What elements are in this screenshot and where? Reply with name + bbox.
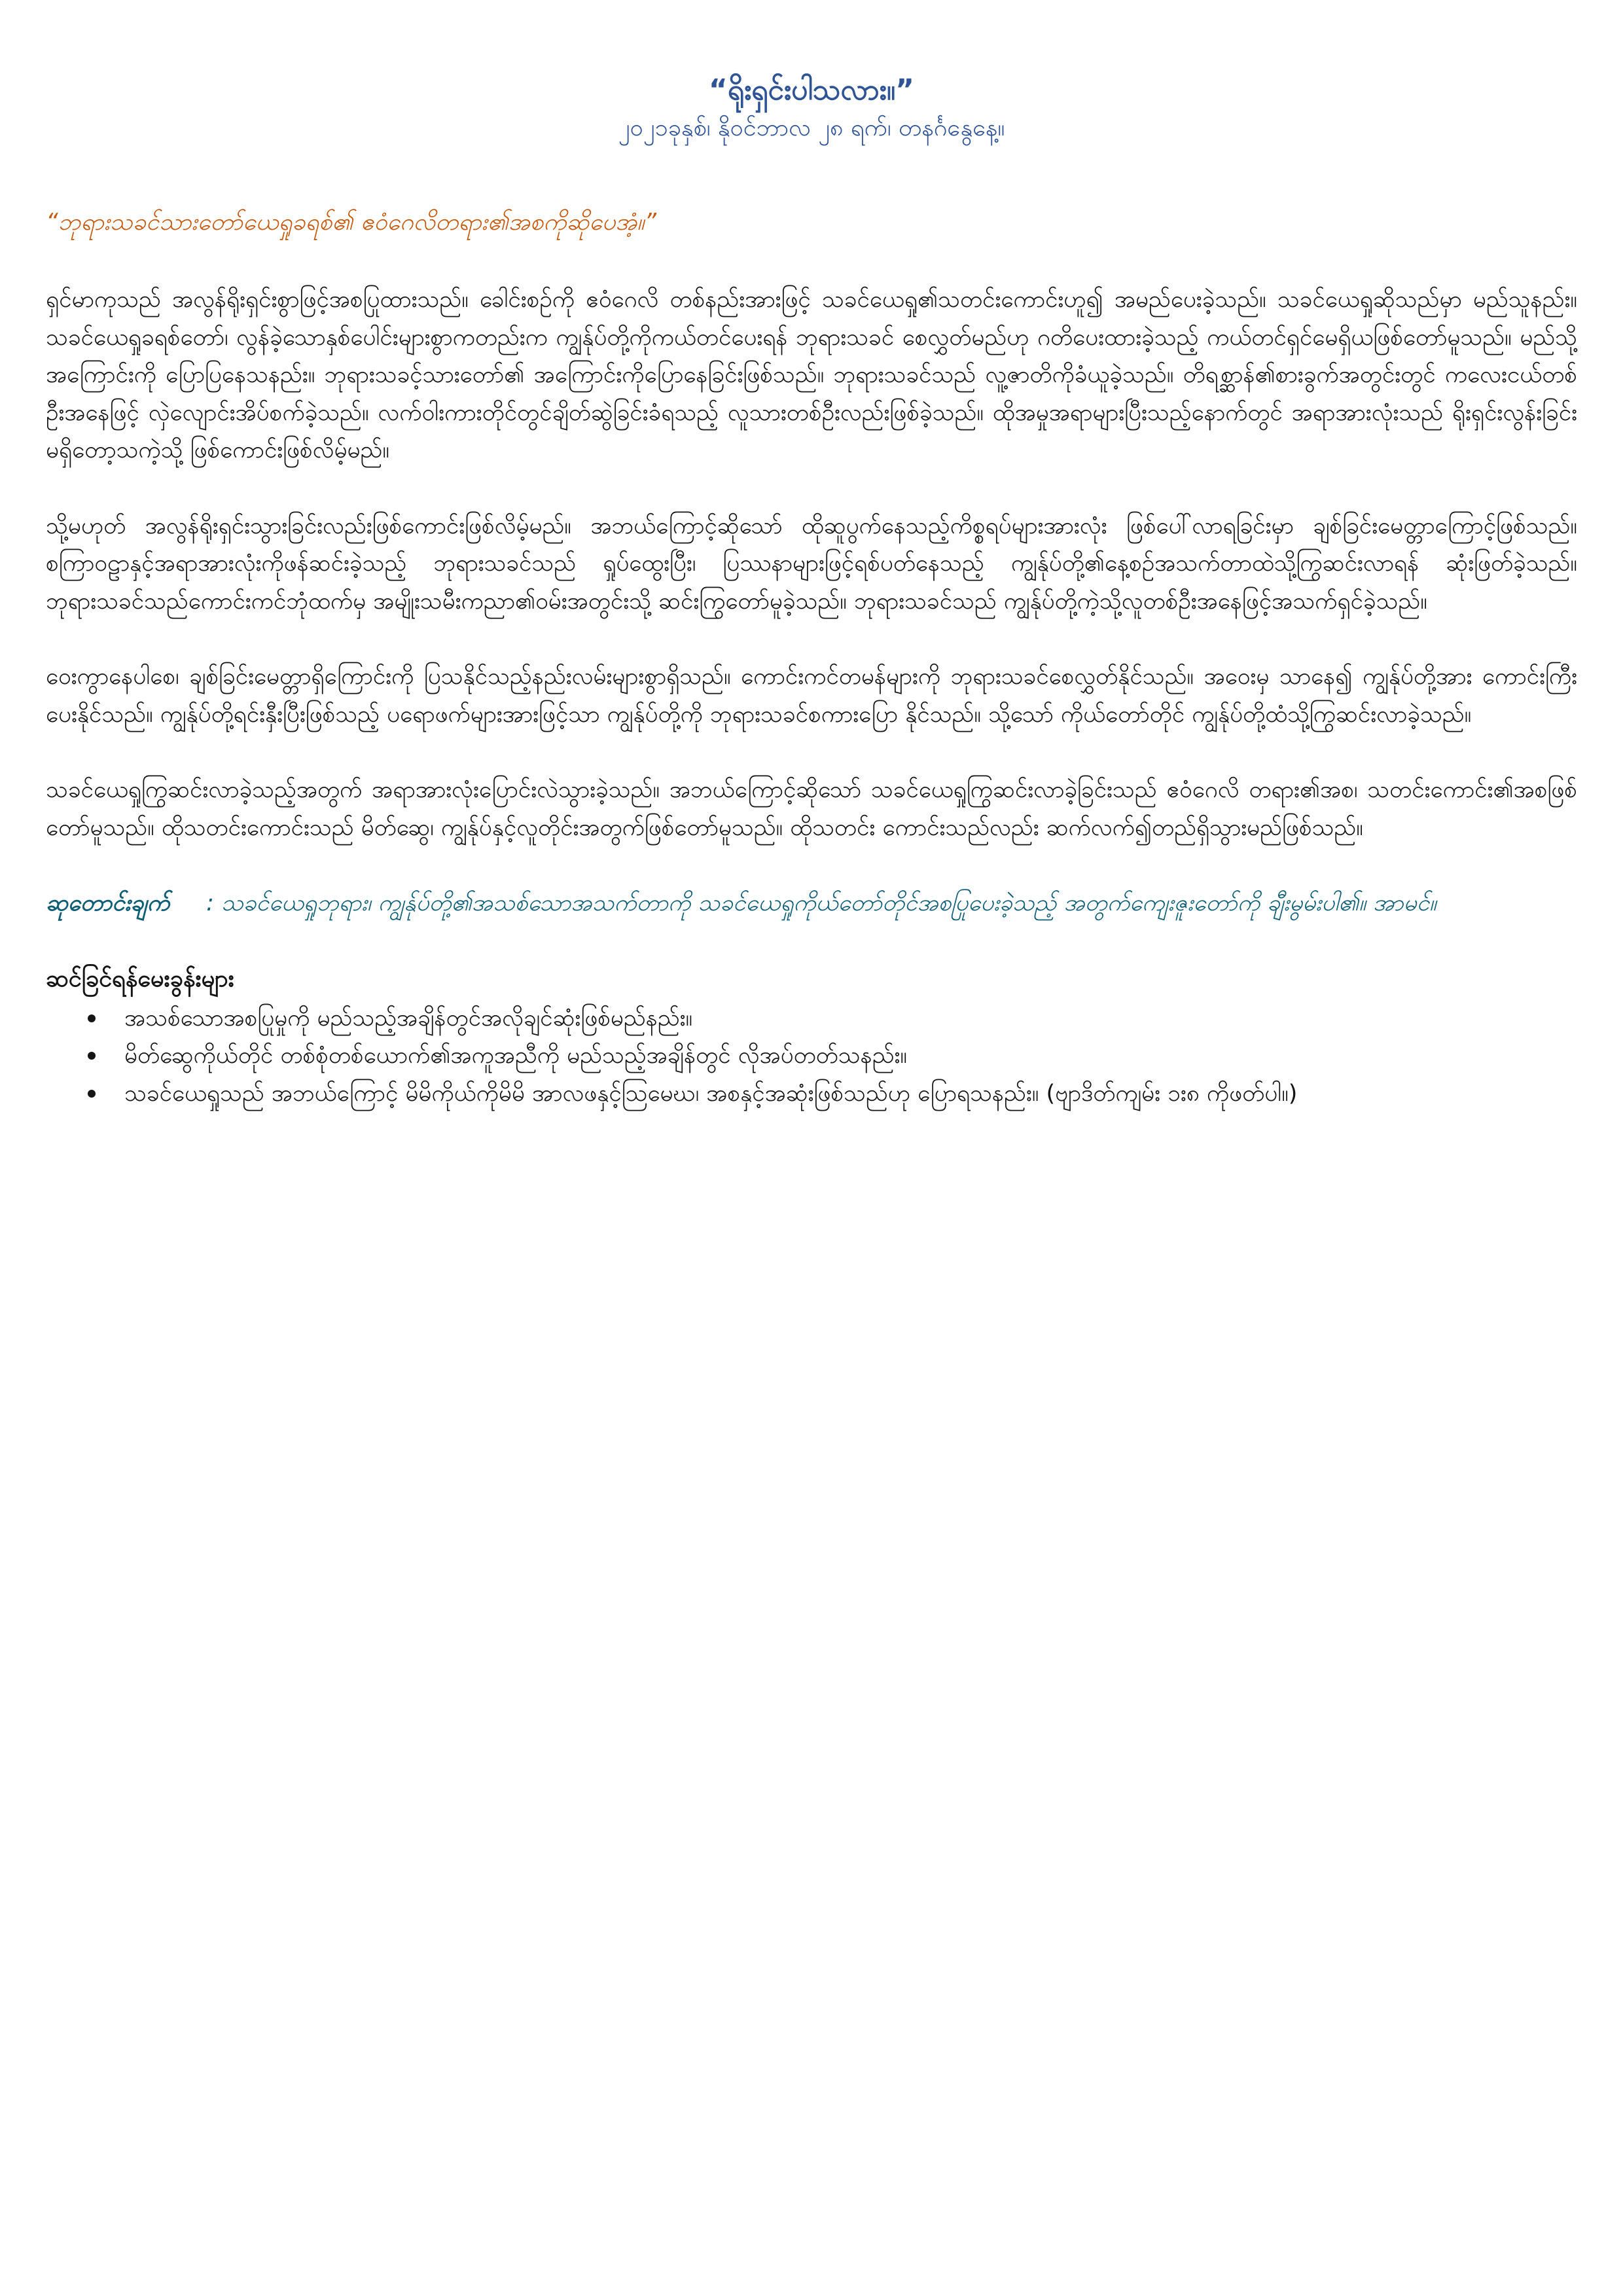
question-item (124, 1037, 1577, 1075)
paragraph-4: သခင်ယေရှုကြွဆင်းလာခဲ့သည့်အတွက် အရာအားလုံးပြောင်းလဲသွားခဲ့သည်။ အဘယ်ကြောင့်ဆိုသော် သခင်ယေရှုကြွဆင်းလာခဲ့ခြင်းသည် ဧဝံဂေလိ တရား၏အစ၊ သတင်းကောင်း၏အစဖြစ်တော်မူသည်။ ထိုသတင်းကောင်းသည် မိတ်ဆွေ၊ ကျွန်ုပ်နှင့်လူတိုင်းအတွက်ဖြစ်တော်မူသည်။ ထိုသတင်း ကောင်းသည်လည်း ဆက်လက်၍တည်ရှိသွားမည်ဖြစ်သည်။ (46, 777, 1577, 841)
bullet-icon (88, 1090, 96, 1098)
prayer-text: : သခင်ယေရှုဘုရား၊ ကျွန်ုပ်တို့၏အသစ်သောအသက်တာကို သခင်ယေရှုကိုယ်တော်တိုင်အစပြုပေးခဲ့သည့် အတွက်ကျေးဇူးတော်ကို ချီးမွမ်းပါ၏။ အာမင်။ (206, 890, 1436, 916)
bullet-icon (88, 1014, 96, 1022)
questions-heading: ဆင်ခြင်ရန်မေးခွန်းများ (46, 965, 234, 992)
paragraph-3: ဝေးကွာနေပါစေ၊ ချစ်ခြင်းမေတ္တာရှိကြောင်းကို ပြသနိုင်သည့်နည်းလမ်းများစွာရှိသည်။ ကောင်းကင်တမန်များကို ဘုရားသခင်စေလွှတ်နိုင်သည်။ အဝေးမှ သာနေ၍ ကျွန်ုပ်တို့အား ကောင်းကြီးပေးနိုင်သည်။ ကျွန်ုပ်တို့ရင်းနှီးပြီးဖြစ်သည့် ပရောဖက်များအားဖြင့်သာ ကျွန်ုပ်တို့ကို ဘုရားသခင်စကားပြော နိုင်သည်။ သို့သော် ကိုယ်တော်တိုင် ကျွန်ုပ်တို့ထံသို့ကြွဆင်းလာခဲ့သည်။ (46, 664, 1577, 728)
questions-list (46, 1000, 1577, 1113)
scripture-quote: “ဘုရားသခင်သားတော်ယေရှုခရစ်၏ ဧဝံဂေလိတရား၏အစကိုဆိုပေအံ့။” (46, 209, 656, 236)
question-item (124, 1075, 1577, 1113)
question-text: သခင်ယေရှုသည် အဘယ်ကြောင့် မိမိကိုယ်ကိုမိမိ အာလဖနှင့်ဩမေဃ၊ အစနှင့်အဆုံးဖြစ်သည်ဟု ပြောရသနည်း။ (ဗျာဒိတ်ကျမ်း ၁း၈ ကိုဖတ်ပါ။) (124, 1080, 1298, 1107)
question-item (124, 1000, 1577, 1038)
document-date: ၂၀၂၁ခုနှစ်၊ နိုဝင်ဘာလ ၂၈ ရက်၊ တနင်္ဂနွေနေ့။ (618, 115, 1005, 141)
paragraph-2: သို့မဟုတ် အလွန်ရိုးရှင်းသွားခြင်းလည်းဖြစ်ကောင်းဖြစ်လိမ့်မည်။ အဘယ်ကြောင့်ဆိုသော် ထိုဆူပွက်နေသည့်ကိစ္စရပ်များအားလုံး ဖြစ်ပေါ်လာရခြင်းမှာ ချစ်ခြင်းမေတ္တာကြောင့်ဖြစ်သည်။ စကြာဝဠာနှင့်အရာအားလုံးကိုဖန်ဆင်းခဲ့သည့် ဘုရားသခင်သည် ရှုပ်ထွေးပြီး၊ ပြဿနာများဖြင့်ရစ်ပတ်နေသည့် ကျွန်ုပ်တို့၏နေ့စဉ်အသက်တာထဲသို့ကြွဆင်းလာရန် ဆုံးဖြတ်ခဲ့သည်။ ဘုရားသခင်သည်ကောင်းကင်ဘုံထက်မှ အမျိုးသမီးကညာ၏ဝမ်းအတွင်းသို့ ဆင်းကြွတော်မူခဲ့သည်။ ဘုရားသခင်သည် ကျွန်ုပ်တို့ကဲ့သို့လူတစ်ဦးအနေဖြင့်အသက်ရှင်ခဲ့သည်။ (46, 512, 1577, 615)
question-text: မိတ်ဆွေကိုယ်တိုင် တစ်စုံတစ်ယောက်၏အကူအညီကို မည်သည့်အချိန်တွင် လိုအပ်တတ်သနည်း။ (124, 1043, 908, 1069)
document-title: “ရိုးရှင်းပါသလား။” (708, 73, 915, 107)
bullet-icon (88, 1052, 96, 1060)
prayer-label: ဆုတောင်းချက် (46, 890, 170, 916)
paragraph-1: ရှင်မာကုသည် အလွန်ရိုးရှင်းစွာဖြင့်အစပြုထားသည်။ ခေါင်းစဉ်ကို ဧဝံဂေလိ တစ်နည်းအားဖြင့် သခင်ယေရှု၏သတင်းကောင်းဟူ၍ အမည်ပေးခဲ့သည်။ သခင်ယေရှုဆိုသည်မှာ မည်သူနည်း။ သခင်ယေရှုခရစ်တော်၊ လွန်ခဲ့သောနှစ်ပေါင်းများစွာကတည်းက ကျွန်ုပ်တို့ကိုကယ်တင်ပေးရန် ဘုရားသခင် စေလွှတ်မည်ဟု ဂတိပေးထားခဲ့သည့် ကယ်တင်ရှင်မေရှိယဖြစ်တော်မူသည်။ မည်သို့အကြောင်းကို ပြောပြနေသနည်း။ ဘုရားသခင့်သားတော်၏ အကြောင်းကိုပြောနေခြင်းဖြစ်သည်။ ဘုရားသခင်သည် လူ့ဇာတိကိုခံယူခဲ့သည်။ တိရစ္ဆာန်၏စားခွက်အတွင်းတွင် ကလေးငယ်တစ်ဦးအနေဖြင့် လှဲလျောင်းအိပ်စက်ခဲ့သည်။ လက်ဝါးကားတိုင်တွင်ချိတ်ဆွဲခြင်းခံရသည့် လူသားတစ်ဦးလည်းဖြစ်ခဲ့သည်။ ထိုအမှုအရာများပြီးသည့်နောက်တွင် အရာအားလုံးသည် ရိုးရှင်းလွန်းခြင်းမရှိတော့သကဲ့သို့ ဖြစ်ကောင်းဖြစ်လိမ့်မည်။ (46, 287, 1577, 463)
question-text: အသစ်သောအစပြုမှုကို မည်သည့်အချိန်တွင်အလိုချင်ဆုံးဖြစ်မည်နည်း။ (124, 1005, 693, 1031)
prayer (46, 885, 1577, 923)
